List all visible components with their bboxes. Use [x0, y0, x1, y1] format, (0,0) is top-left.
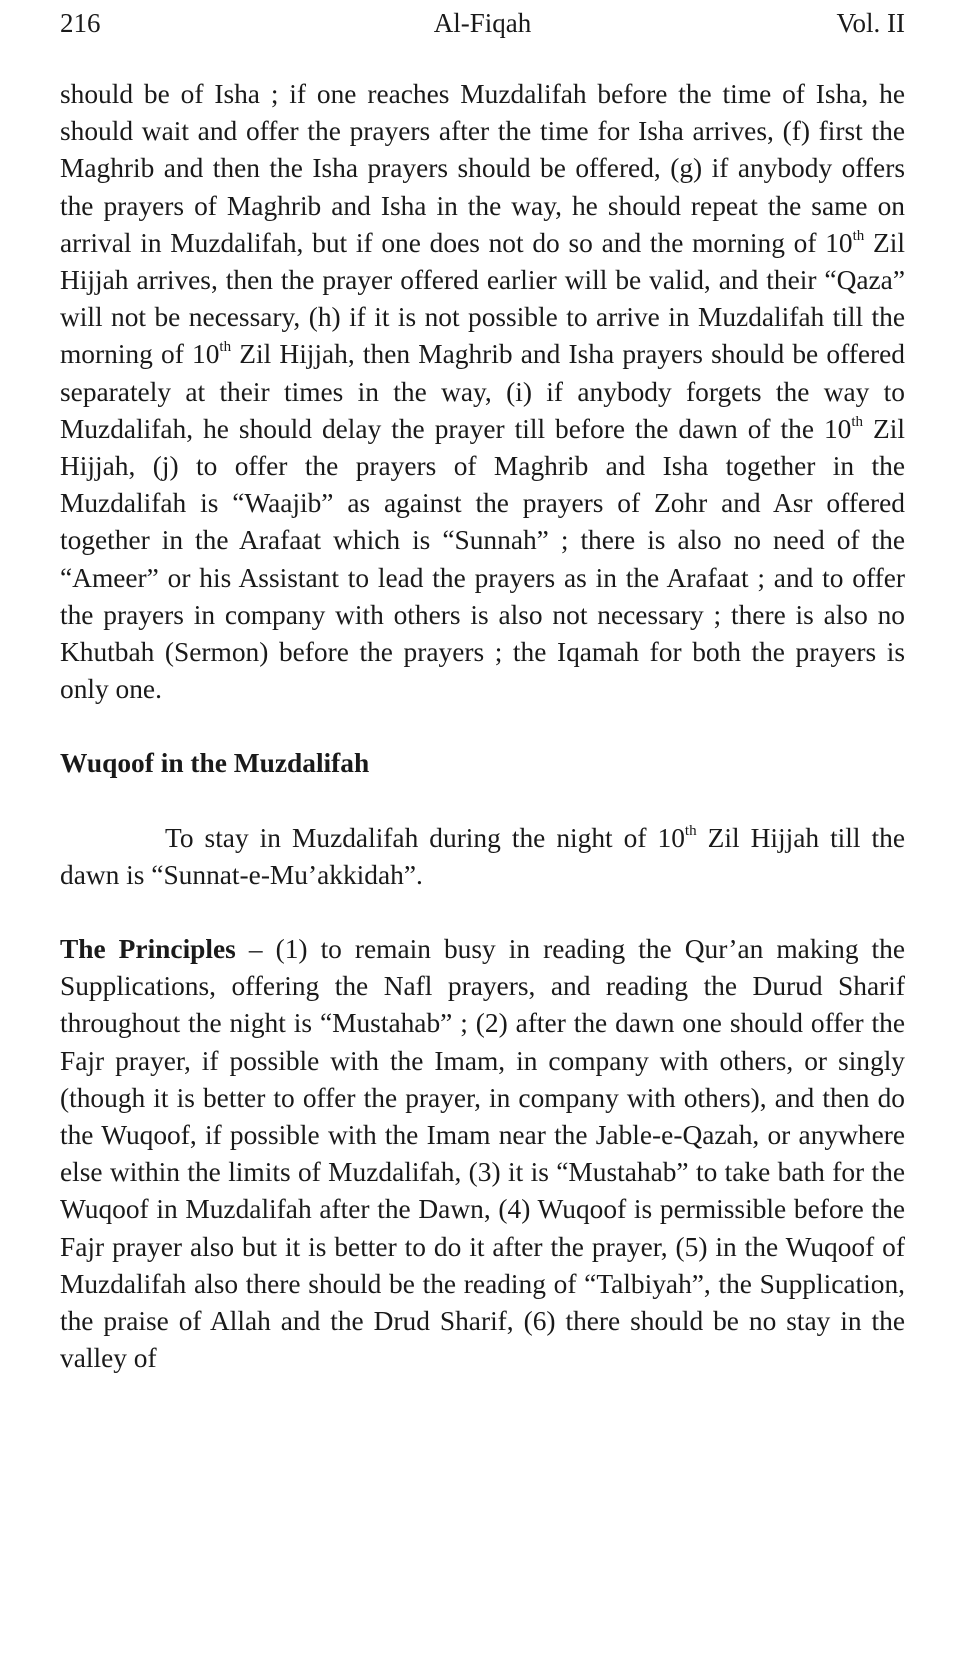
paragraph-stay-muzdalifah: [60, 820, 905, 894]
text-run: Zil Hijjah till the dawn is “Sunnat-e-Mu’akkidah”.: [60, 822, 905, 890]
section-heading: Wuqoof in the Muzdalifah: [60, 748, 370, 779]
text-run: Zil Hijjah, then Maghrib and Isha prayers should be offered separately at their times in the way, (i) if anybody forgets the way to Muzdalifah, he should delay the prayer till before the dawn of the 10: [60, 339, 905, 444]
ordinal-suffix: th: [219, 339, 232, 356]
text-run: To stay in Muzdalifah during the night of 10: [165, 822, 685, 853]
text-run: Zil Hijjah, (j) to offer the prayers of Maghrib and Isha together in the Muzdalifah is “Waajib” as against the prayers of Zohr and Asr offered together in the Arafaat which is “Sunnah” ; there is also no need of the “Ameer” or his Assistant to lead the prayers as in the Arafaat ; and to offer the prayers in company with others is also not necessary ; there is also no Khutbah (Sermon) before the prayers ; the Iqamah for both the prayers is only one.: [60, 413, 905, 705]
book-title: Al-Fiqah: [433, 8, 532, 38]
ordinal-suffix: th: [684, 822, 697, 839]
page-number: 216: [60, 8, 101, 38]
text-run: Zil Hijjah arrives, then the prayer offered earlier will be valid, and their “Qaza” will not be necessary, (h) if it is not possible to arrive in Muzdalifah till the morning of 10: [60, 227, 905, 370]
ordinal-suffix: th: [852, 227, 865, 244]
book-page: [60, 0, 905, 1680]
page-body: [60, 76, 905, 1378]
ordinal-suffix: th: [851, 413, 864, 430]
text-run: – (1) to remain busy in reading the Qur’an making the Supplications, offering the Nafl prayers, and reading the Durud Sharif throughout the night is “Mustahab” ; (2) after the dawn one should offer the Fajr prayer, if possible with the Imam, in company with others, or singly (though it is better to offer the prayer, in company with others), and then do the Wuqoof, if possible with the Imam near the Jable-e-Qazah, or anywhere else within the limits of Muzdalifah, (3) it is “Mustahab” to take bath for the Wuqoof in Muzdalifah after the Dawn, (4) Wuqoof is permissible before the Fajr prayer also but it is better to do it after the prayer, (5) in the Wuqoof of Muzdalifah also there should be the reading of “Talbiyah”, the Supplication, the praise of Allah and the Drud Sharif, (6) there should be no stay in the valley of: [60, 934, 905, 1374]
running-header: [60, 6, 905, 40]
paragraph-muzdalifah-prayers: [60, 76, 905, 708]
text-run: should be of Isha ; if one reaches Muzdalifah before the time of Isha, he should wait and offer the prayers after the time for Isha arrives, (f) first the Maghrib and then the Isha prayers should be offered, (g) if anybody offers the prayers of Maghrib and Isha in the way, he should repeat the same on arrival in Muzdalifah, but if one does not do so and the morning of 10: [60, 79, 905, 258]
principles-lead: The Principles: [60, 934, 236, 965]
paragraph-principles: [60, 931, 905, 1377]
volume-label: Vol. II: [836, 8, 905, 38]
